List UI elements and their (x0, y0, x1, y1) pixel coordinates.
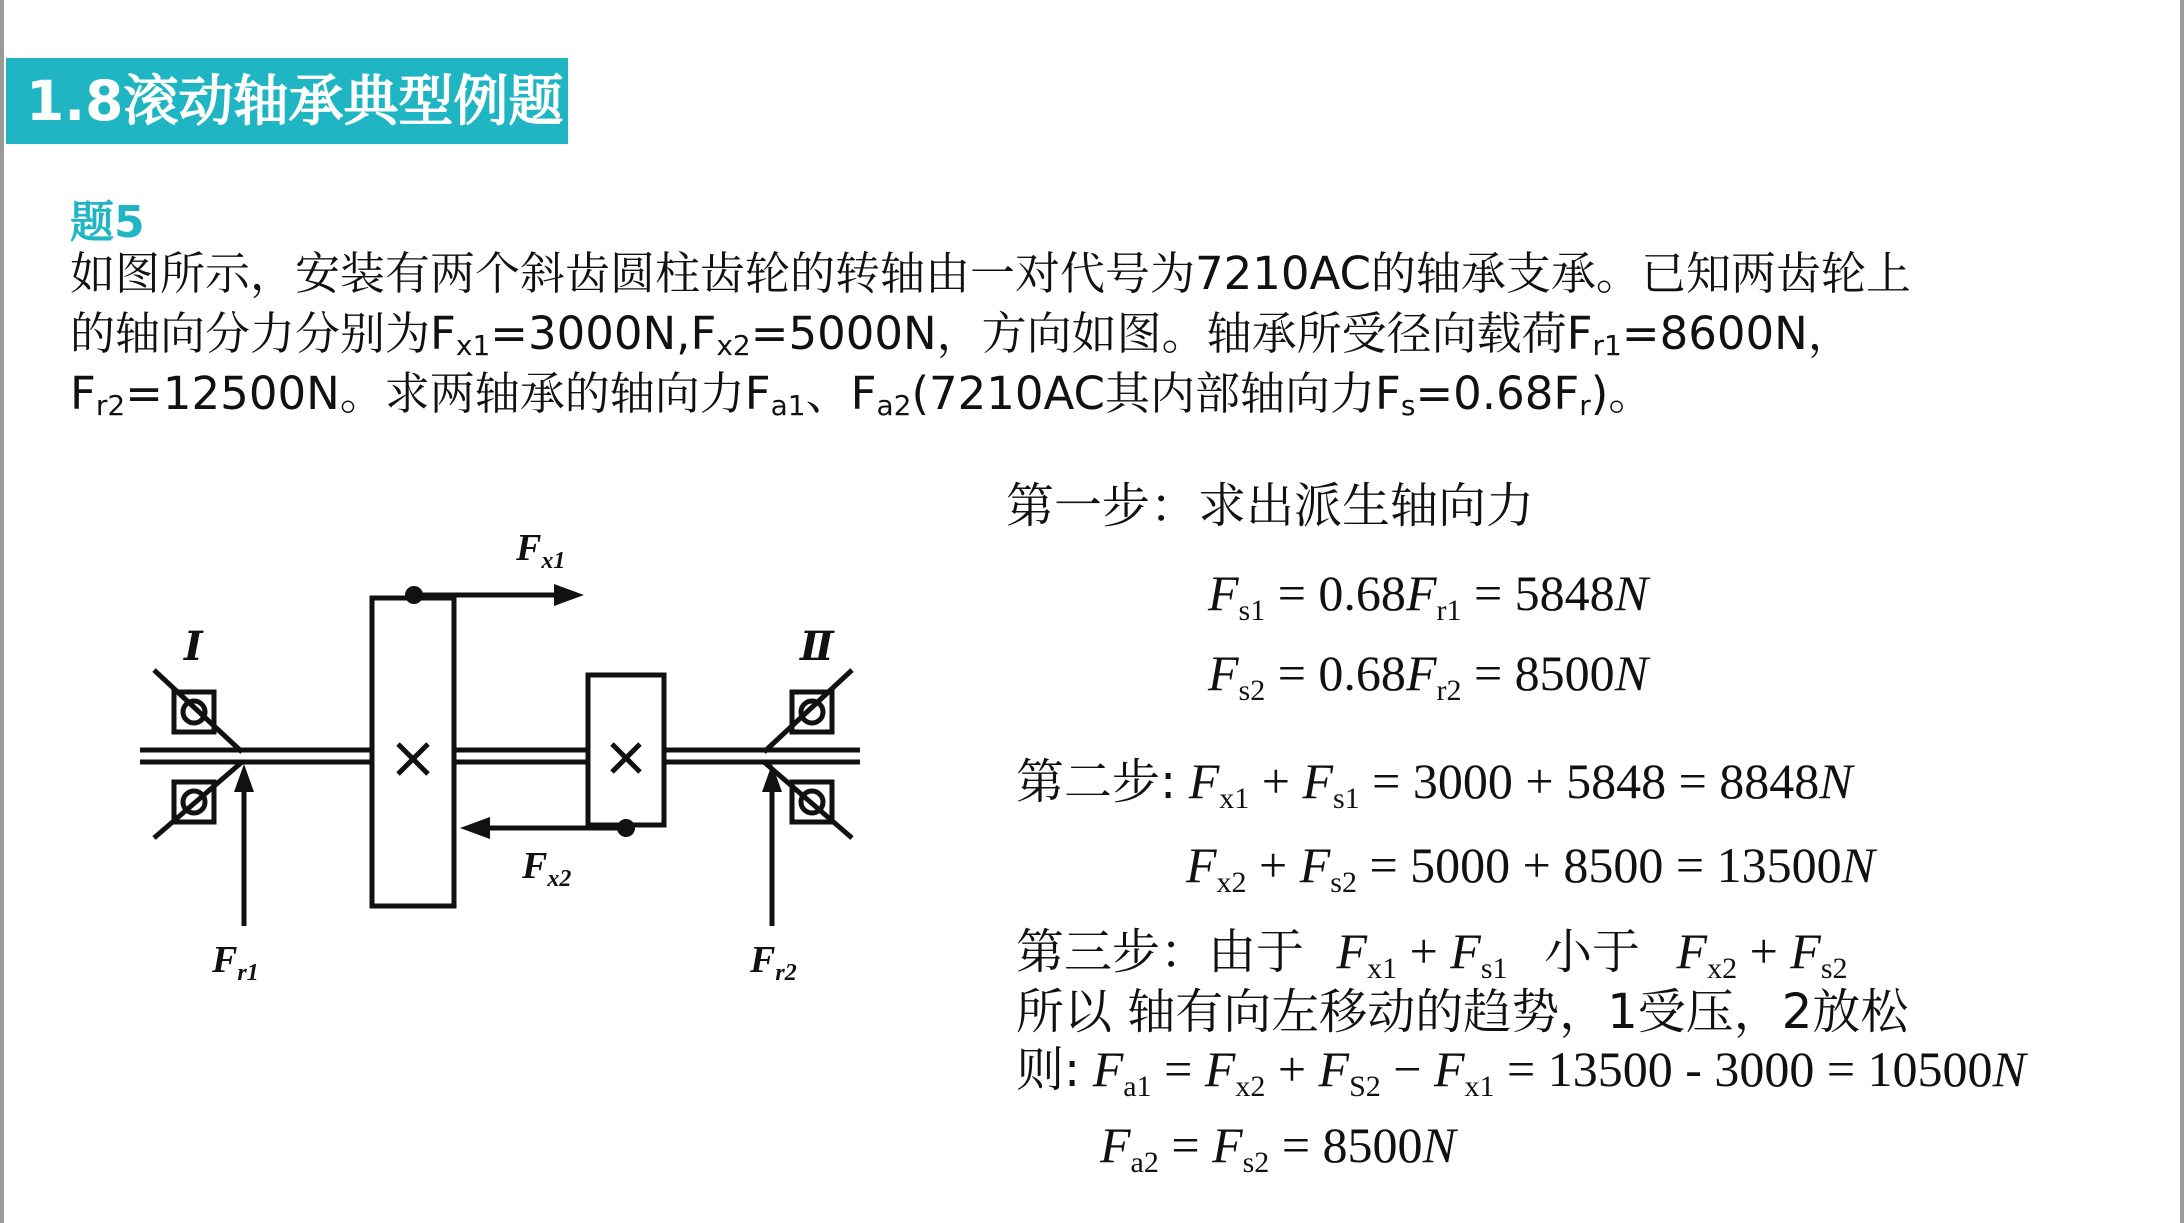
fr1-label-sub: r1 (237, 960, 259, 986)
step3-heading: 第三步：由于 (1016, 924, 1305, 980)
subscript: r2 (95, 389, 126, 422)
eq-text: − (1380, 1041, 1434, 1097)
fr2-label-f: F (750, 939, 776, 981)
eq-sub: x2 (1235, 1070, 1266, 1103)
problem-text: F (70, 367, 96, 420)
slide-title: 1.8滚动轴承典型例题 (6, 58, 568, 144)
step3-then-label: 则: (1016, 1042, 1081, 1098)
equation-step2-line1 (1016, 746, 1853, 817)
eq-text: = 0.68 (1265, 645, 1406, 701)
eq-symbol: F (1676, 923, 1708, 979)
equation-fs2 (1208, 638, 1648, 708)
eq-text: + (1249, 753, 1303, 809)
eq-sub: s1 (1238, 594, 1266, 627)
eq-text: + (1397, 923, 1451, 979)
fx1-label-sub: x1 (541, 548, 566, 574)
eq-text: = 5848 (1461, 565, 1615, 621)
problem-text: =0.68F (1415, 367, 1580, 420)
eq-sub: s1 (1332, 782, 1360, 815)
eq-sub: S2 (1349, 1070, 1381, 1103)
equation-fa1 (1016, 1034, 2026, 1105)
eq-sub: s2 (1820, 952, 1848, 985)
eq-symbol: F (1208, 645, 1239, 701)
problem-text: 、F (805, 367, 877, 420)
eq-symbol: F (1450, 923, 1481, 979)
shaft-bearing-diagram (140, 520, 880, 1000)
step3-comparison: 小于 (1544, 924, 1641, 980)
subscript: a1 (770, 389, 806, 422)
eq-symbol: F (1186, 837, 1217, 893)
eq-symbol: F (1336, 923, 1368, 979)
eq-sub: x1 (1464, 1070, 1495, 1103)
eq-symbol: F (1405, 645, 1437, 701)
eq-sub: x1 (1367, 952, 1398, 985)
equation-fa2 (1100, 1110, 1456, 1180)
eq-symbol: F (1790, 923, 1821, 979)
eq-text: + (1737, 923, 1791, 979)
fr2-label (749, 939, 797, 986)
eq-symbol: F (1092, 1041, 1124, 1097)
eq-sub: s2 (1242, 1146, 1270, 1179)
step2-heading: 第二步: (1016, 754, 1177, 810)
bearing-left-label: Ⅰ (184, 624, 203, 669)
subscript: x1 (455, 329, 491, 362)
step3-conclusion: 所以 轴有向左移动的趋势，1受压，2放松 (1016, 984, 1909, 1040)
equation-step2-line2 (1186, 830, 1875, 900)
eq-unit: N (1819, 753, 1853, 809)
eq-symbol: F (1100, 1117, 1131, 1173)
fx2-label-sub: x2 (547, 866, 572, 892)
subscript: x2 (716, 329, 751, 362)
problem-text: =12500N。求两轴承的轴向力F (125, 367, 771, 420)
problem-text: 如图所示，安装有两个斜齿圆柱齿轮的转轴由一对代号为7210AC的轴承支承。已知两齿轮上 (70, 247, 1911, 300)
step1-heading: 第一步：求出派生轴向力 (1006, 478, 1535, 534)
eq-sub: x1 (1219, 782, 1250, 815)
bearing-right-label: Ⅱ (800, 624, 834, 669)
eq-symbol: F (1208, 565, 1239, 621)
eq-symbol: F (1212, 1117, 1243, 1173)
subscript: r (1579, 389, 1591, 422)
eq-text: = 0.68 (1265, 565, 1406, 621)
eq-text: = (1158, 1117, 1213, 1173)
eq-sub: s1 (1480, 952, 1508, 985)
eq-symbol: F (1204, 1041, 1236, 1097)
eq-unit: N (1614, 565, 1649, 621)
eq-sub: x2 (1216, 866, 1247, 899)
eq-symbol: F (1299, 837, 1331, 893)
eq-symbol: F (1318, 1041, 1350, 1097)
subscript: a2 (876, 389, 912, 422)
problem-text: 的轴向分力分别为F (70, 307, 456, 360)
fr1-label-f: F (212, 939, 238, 981)
eq-unit: N (1422, 1117, 1456, 1173)
eq-text: = 8500 (1269, 1117, 1423, 1173)
eq-sub: s2 (1330, 866, 1357, 899)
problem-line-1 (70, 244, 1911, 304)
equation-fs1 (1208, 558, 1648, 628)
eq-unit: N (1614, 645, 1649, 701)
fr2-label-sub: r2 (775, 960, 797, 986)
fx1-label-f: F (516, 527, 542, 569)
bearing-right (764, 670, 852, 838)
gear-small (588, 675, 664, 825)
eq-sub: a1 (1123, 1070, 1152, 1103)
problem-text: )。 (1590, 367, 1654, 420)
eq-symbol: F (1433, 1041, 1465, 1097)
eq-sub: s2 (1238, 674, 1266, 707)
eq-unit: N (1992, 1041, 2026, 1097)
eq-text: = 3000 + 5848 = 8848 (1359, 753, 1820, 809)
problem-line-3 (70, 364, 1653, 424)
problem-text: =5000N，方向如图。轴承所受径向载荷F (750, 307, 1593, 360)
eq-sub: x2 (1707, 952, 1738, 985)
fx1-arrow-head (554, 584, 584, 606)
eq-symbol: F (1302, 753, 1333, 809)
problem-text: =3000N,F (490, 307, 717, 360)
problem-text: =8600N， (1621, 307, 1853, 360)
fx2-application-point (617, 819, 635, 837)
fr1-label (211, 939, 259, 986)
fx1-application-point (405, 586, 423, 604)
bearing-left (154, 670, 242, 838)
gear-large (372, 598, 454, 906)
slide-border-left (0, 0, 4, 1223)
eq-text: = 13500 - 3000 = 10500 (1494, 1041, 1993, 1097)
fx2-label-f: F (522, 845, 548, 887)
slide-border-right (2180, 0, 2184, 1223)
subscript: r1 (1592, 329, 1622, 362)
eq-symbol: F (1405, 565, 1437, 621)
eq-sub: r2 (1436, 674, 1462, 707)
eq-sub: r1 (1436, 594, 1462, 627)
eq-symbol: F (1188, 753, 1220, 809)
problem-line-2 (70, 304, 1853, 364)
question-label: 题5 (70, 197, 145, 248)
fx1-label (515, 527, 565, 574)
subscript: s (1400, 389, 1416, 422)
eq-text: + (1265, 1041, 1319, 1097)
eq-sub: a2 (1130, 1146, 1159, 1179)
problem-text: (7210AC其内部轴向力F (911, 367, 1401, 420)
eq-text: = 8500 (1461, 645, 1615, 701)
eq-text: = (1151, 1041, 1205, 1097)
eq-unit: N (1841, 837, 1875, 893)
step3-line1 (1016, 916, 1848, 987)
fx2-arrow-head (460, 817, 490, 839)
eq-text: = 5000 + 8500 = 13500 (1356, 837, 1842, 893)
eq-text: + (1246, 837, 1300, 893)
fx2-label (521, 845, 571, 892)
